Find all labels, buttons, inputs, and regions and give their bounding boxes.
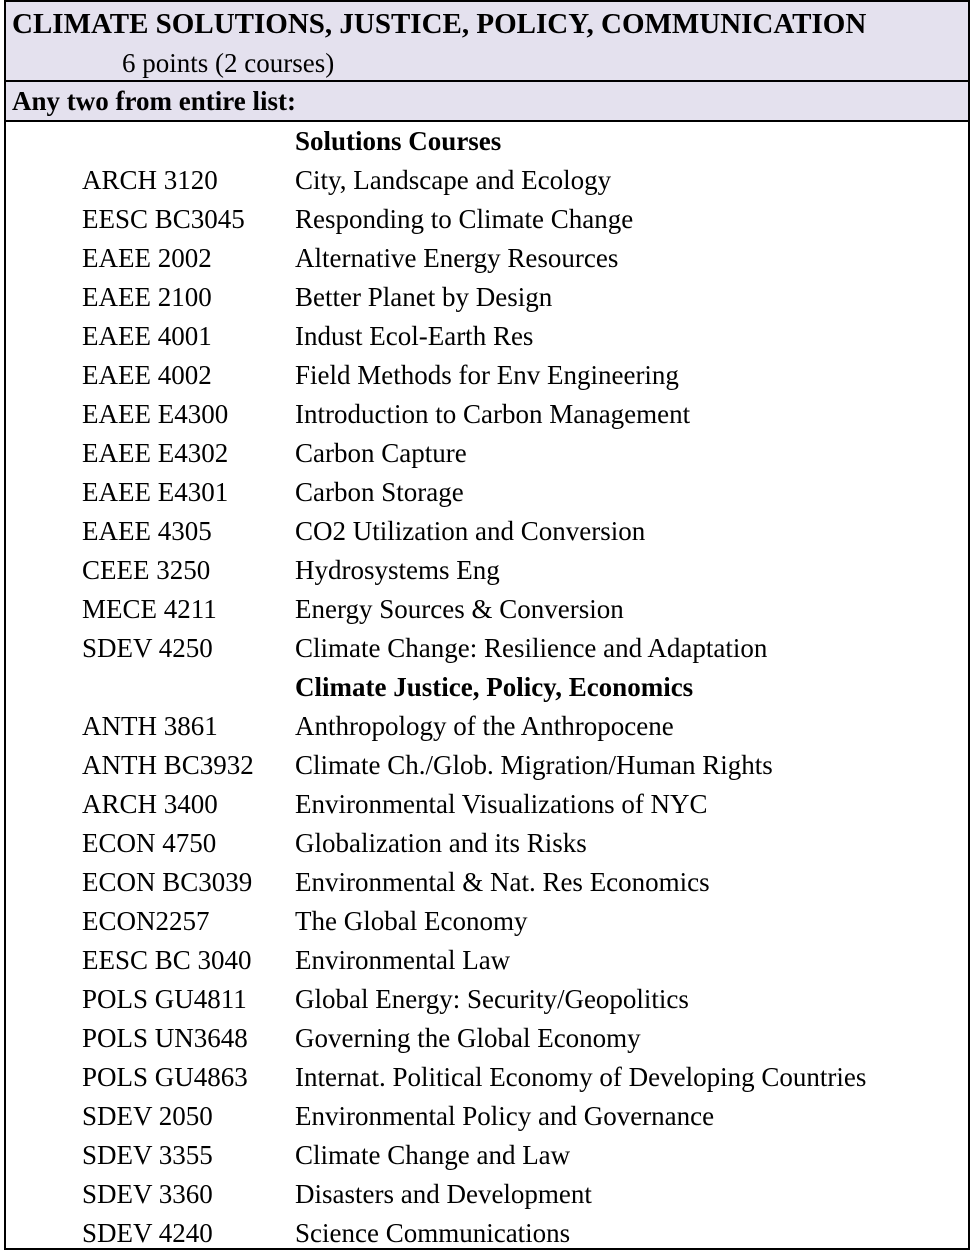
course-row <box>6 512 968 551</box>
course-code: EAEE E4302 <box>82 438 229 468</box>
course-code: SDEV 2050 <box>82 1101 213 1131</box>
course-name: Introduction to Carbon Management <box>295 399 691 429</box>
course-code: SDEV 4240 <box>82 1218 213 1248</box>
course-name: Science Communications <box>295 1218 571 1248</box>
course-row <box>6 356 968 395</box>
course-code: EAEE 2100 <box>82 282 212 312</box>
course-code: POLS UN3648 <box>82 1023 248 1053</box>
section-heading: Climate Justice, Policy, Economics <box>295 672 694 702</box>
course-code: SDEV 3355 <box>82 1140 213 1170</box>
course-row <box>6 200 968 239</box>
course-code: ANTH BC3932 <box>82 750 254 780</box>
course-name: Responding to Climate Change <box>295 204 634 234</box>
course-code: EAEE E4301 <box>82 477 229 507</box>
course-row <box>6 707 968 746</box>
section-heading: Solutions Courses <box>295 126 502 156</box>
course-row <box>6 1214 968 1253</box>
course-name: Energy Sources & Conversion <box>295 594 624 624</box>
course-row <box>6 239 968 278</box>
course-name: Anthropology of the Anthropocene <box>295 711 674 741</box>
course-name: Better Planet by Design <box>295 282 553 312</box>
course-row <box>6 590 968 629</box>
course-name: Climate Ch./Glob. Migration/Human Rights <box>295 750 773 780</box>
course-requirements-sheet <box>4 0 970 1250</box>
course-row <box>6 395 968 434</box>
course-code: SDEV 3360 <box>82 1179 213 1209</box>
course-code: EESC BC3045 <box>82 204 245 234</box>
course-code: EAEE E4300 <box>82 399 229 429</box>
course-row <box>6 941 968 980</box>
course-code: ECON BC3039 <box>82 867 253 897</box>
course-name: Carbon Capture <box>295 438 467 468</box>
course-row <box>6 161 968 200</box>
course-name: Disasters and Development <box>295 1179 592 1209</box>
course-row <box>6 902 968 941</box>
course-row <box>6 434 968 473</box>
course-code: ECON 4750 <box>82 828 217 858</box>
course-code: POLS GU4863 <box>82 1062 248 1092</box>
course-row <box>6 278 968 317</box>
course-code: ANTH 3861 <box>82 711 218 741</box>
course-code: CEEE 3250 <box>82 555 211 585</box>
course-name: Climate Change and Law <box>295 1140 571 1170</box>
course-name: Indust Ecol-Earth Res <box>295 321 534 351</box>
course-name: Field Methods for Env Engineering <box>295 360 679 390</box>
course-name: Climate Change: Resilience and Adaptation <box>295 633 768 663</box>
course-list <box>6 122 968 1253</box>
course-row <box>6 1058 968 1097</box>
course-row <box>6 863 968 902</box>
course-code: EESC BC 3040 <box>82 945 252 975</box>
course-name: Environmental & Nat. Res Economics <box>295 867 710 897</box>
course-name: Internat. Political Economy of Developing Countries <box>295 1062 867 1092</box>
course-row <box>6 1019 968 1058</box>
course-row <box>6 1175 968 1214</box>
course-name: Governing the Global Economy <box>295 1023 641 1053</box>
course-name: Environmental Law <box>295 945 511 975</box>
course-code: SDEV 4250 <box>82 633 213 663</box>
course-code: ECON2257 <box>82 906 210 936</box>
course-code: EAEE 4305 <box>82 516 212 546</box>
course-row <box>6 551 968 590</box>
course-row <box>6 785 968 824</box>
course-row <box>6 473 968 512</box>
course-code: ARCH 3120 <box>82 165 218 195</box>
course-name: Hydrosystems Eng <box>295 555 500 585</box>
points-requirement: 6 points (2 courses) <box>122 48 335 78</box>
course-name: CO2 Utilization and Conversion <box>295 516 646 546</box>
course-name: Carbon Storage <box>295 477 464 507</box>
course-code: EAEE 4001 <box>82 321 212 351</box>
course-row <box>6 746 968 785</box>
course-name: Alternative Energy Resources <box>295 243 619 273</box>
course-code: POLS GU4811 <box>82 984 247 1014</box>
course-name: Environmental Visualizations of NYC <box>295 789 708 819</box>
course-code: EAEE 4002 <box>82 360 212 390</box>
course-row <box>6 1097 968 1136</box>
course-name: Environmental Policy and Governance <box>295 1101 715 1131</box>
course-code: ARCH 3400 <box>82 789 218 819</box>
course-name: Globalization and its Risks <box>295 828 587 858</box>
course-code: EAEE 2002 <box>82 243 212 273</box>
course-row <box>6 317 968 356</box>
course-row <box>6 980 968 1019</box>
requirement-title: CLIMATE SOLUTIONS, JUSTICE, POLICY, COMMUNICATION <box>12 8 867 40</box>
course-name: City, Landscape and Ecology <box>295 165 612 195</box>
course-name: The Global Economy <box>295 906 528 936</box>
selection-instruction: Any two from entire list: <box>6 82 968 122</box>
course-code: MECE 4211 <box>82 594 217 624</box>
course-row <box>6 1136 968 1175</box>
requirement-header <box>6 2 968 82</box>
course-name: Global Energy: Security/Geopolitics <box>295 984 689 1014</box>
course-row <box>6 629 968 668</box>
course-row <box>6 824 968 863</box>
